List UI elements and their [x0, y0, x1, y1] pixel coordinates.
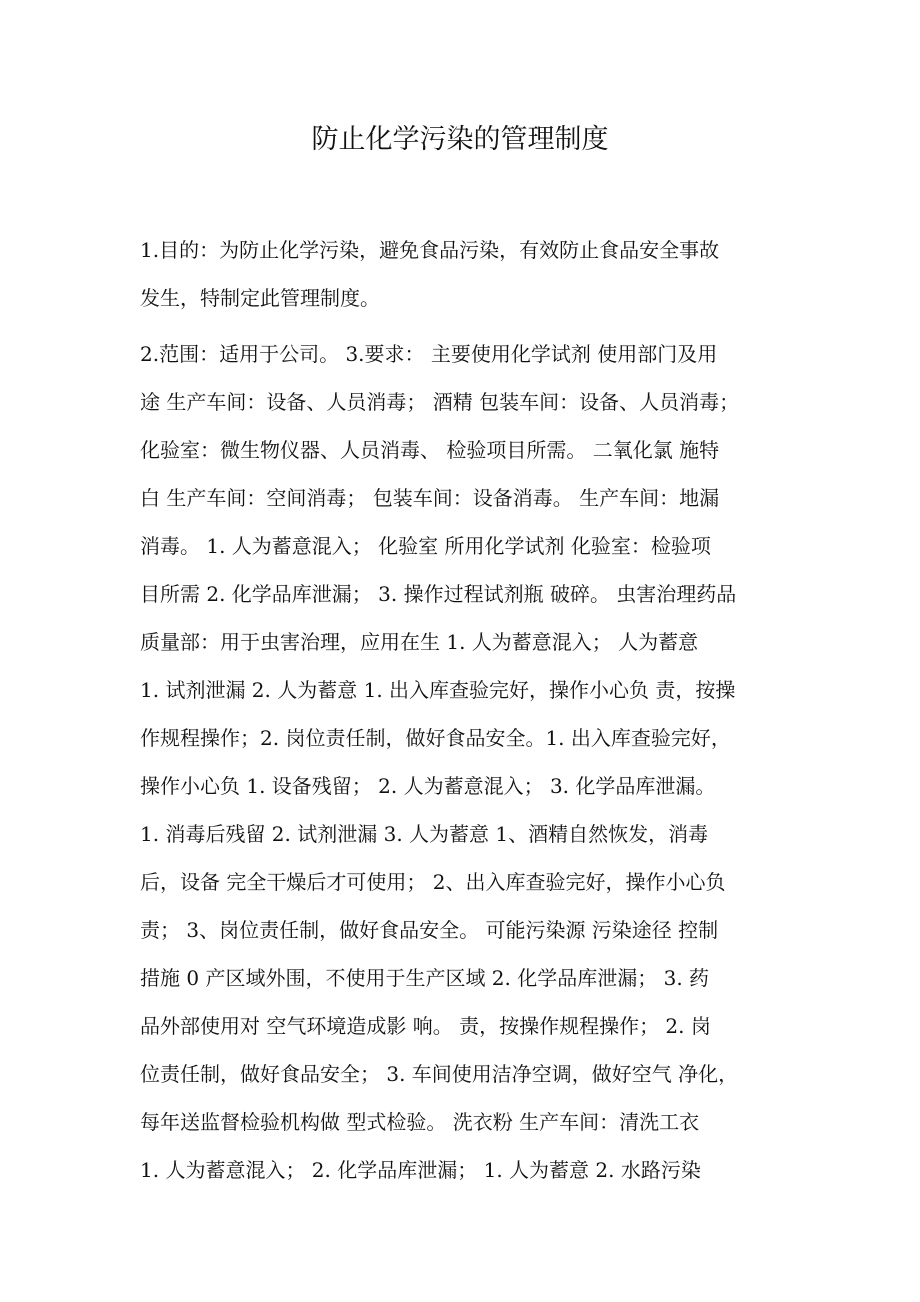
body-line-14: 后，设备 完全干燥后才可使用； 2、出入库查验完好，操作小心负: [140, 870, 726, 894]
body-line-12: 操作小心负 1. 设备残留； 2. 人为蓄意混入； 3. 化学品库泄漏。: [140, 774, 716, 798]
body-line-15: 责； 3、岗位责任制，做好食品安全。 可能污染源 污染途径 控制: [140, 918, 719, 942]
body-line-18: 位责任制，做好食品安全； 3. 车间使用洁净空调，做好空气 净化，: [140, 1062, 739, 1086]
body-line-1: 1.目的：为防止化学污染，避免食品污染，有效防止食品安全事故: [140, 238, 720, 262]
body-line-8: 目所需 2. 化学品库泄漏； 3. 操作过程试剂瓶 破碎。 虫害治理药品: [140, 582, 737, 606]
body-line-10: 1. 试剂泄漏 2. 人为蓄意 1. 出入库查验完好，操作小心负 责，按操: [140, 678, 736, 702]
body-line-9: 质量部：用于虫害治理，应用在生 1. 人为蓄意混入； 人为蓄意: [140, 630, 699, 654]
body-line-13: 1. 消毒后残留 2. 试剂泄漏 3. 人为蓄意 1、酒精自然恢发，消毒: [140, 822, 709, 846]
body-line-20: 1. 人为蓄意混入； 2. 化学品库泄漏； 1. 人为蓄意 2. 水路污染: [140, 1158, 701, 1182]
document-title: 防止化学污染的管理制度: [311, 124, 609, 155]
body-line-11: 作规程操作；2. 岗位责任制，做好食品安全。1. 出入库查验完好，: [140, 726, 731, 750]
body-line-19: 每年送监督检验机构做 型式检验。 洗衣粉 生产车间：清洗工衣: [140, 1110, 700, 1134]
body-line-16: 措施 0 产区域外围，不使用于生产区域 2. 化学品库泄漏； 3. 药: [140, 966, 710, 990]
body-line-7: 消毒。 1. 人为蓄意混入； 化验室 所用化学试剂 化验室：检验项: [140, 534, 711, 558]
body-line-2: 发生，特制定此管理制度。: [140, 286, 380, 310]
body-line-4: 途 生产车间：设备、人员消毒； 酒精 包装车间：设备、人员消毒；: [140, 390, 740, 414]
body-line-17: 品外部使用对 空气环境造成影 响。 责，按操作规程操作； 2. 岗: [140, 1014, 711, 1038]
body-line-3: 2.范围：适用于公司。 3.要求： 主要使用化学试剂 使用部门及用: [140, 342, 718, 366]
body-line-5: 化验室：微生物仪器、人员消毒、 检验项目所需。 二氧化氯 施特: [140, 438, 720, 462]
body-line-6: 白 生产车间：空间消毒； 包装车间：设备消毒。 生产车间：地漏: [140, 486, 720, 510]
